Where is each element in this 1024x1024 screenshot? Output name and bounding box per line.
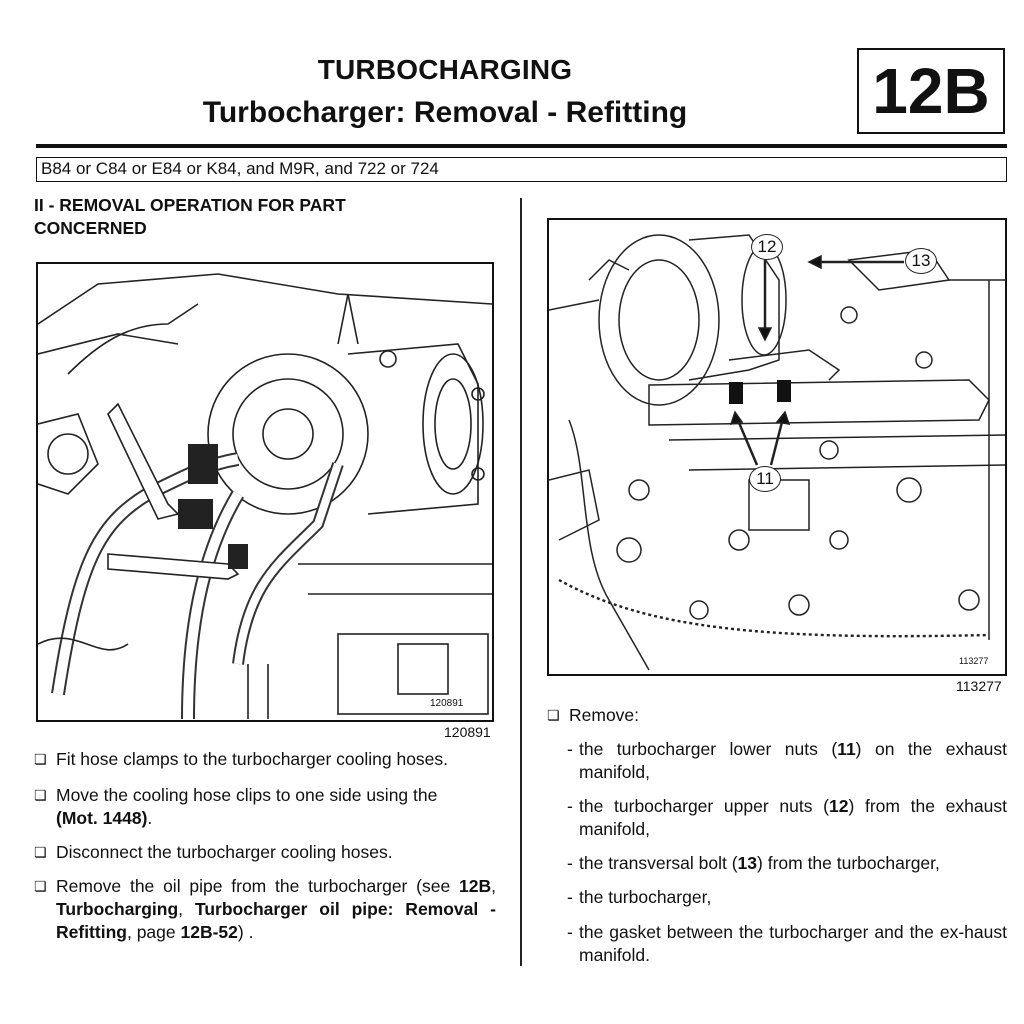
item-text-end: ) on the exhaust manifold, <box>579 739 1007 782</box>
figure-inner-ref: 120891 <box>430 698 464 709</box>
checkbox-icon: ❏ <box>34 751 47 767</box>
remove-label: Remove: <box>569 705 640 725</box>
figure-turbo-nuts <box>547 218 1007 676</box>
section-code: 12B <box>872 55 990 127</box>
step-text-end: . <box>147 808 153 828</box>
figure-caption-ref: 113277 <box>956 678 1002 694</box>
cross-ref-section[interactable]: 12B <box>459 876 492 896</box>
step-text: Fit hose clamps to the turbocharger cooling hoses. <box>56 749 449 769</box>
figure-caption-ref: 120891 <box>444 724 491 740</box>
item-text: the gasket between the turbocharger and the ex-haust manifold. <box>579 922 1007 965</box>
callout-12: 12 <box>751 234 783 260</box>
step-move-hose-clips <box>34 784 496 830</box>
section-heading-line1: II - REMOVAL OPERATION FOR PART <box>34 195 346 215</box>
remove-item-turbocharger <box>567 886 1007 909</box>
turbo-mounting-illustration <box>549 220 1005 674</box>
dash-marker: - <box>567 796 573 816</box>
step-remove-oil-pipe <box>34 875 496 944</box>
item-ref-number: 13 <box>737 853 758 873</box>
checkbox-icon: ❏ <box>34 787 47 803</box>
sep: , <box>178 899 195 919</box>
remove-item-upper-nuts <box>567 795 1007 841</box>
column-divider <box>520 198 522 966</box>
figure-cooling-hoses <box>36 262 494 722</box>
checkbox-icon: ❏ <box>34 878 47 894</box>
item-ref-number: 12 <box>828 796 849 816</box>
header-rule <box>36 144 1007 148</box>
cross-ref-procedure[interactable]: Turbocharger oil pipe: Removal - Refitting <box>56 899 496 942</box>
step-text: Disconnect the turbocharger cooling hoses. <box>56 842 393 862</box>
checkbox-icon: ❏ <box>34 844 47 860</box>
section-code-box <box>857 48 1005 134</box>
step-text: , page <box>126 922 181 942</box>
dash-marker: - <box>567 739 573 759</box>
page-title: TURBOCHARGING <box>317 54 573 85</box>
section-heading-line2: CONCERNED <box>34 218 147 238</box>
callout-13: 13 <box>905 248 937 274</box>
section-heading <box>34 194 474 240</box>
step-fit-hose-clamps <box>34 748 496 771</box>
checkbox-icon: ❏ <box>547 707 560 723</box>
remove-item-lower-nuts <box>567 738 1007 784</box>
item-text: the transversal bolt ( <box>579 853 738 873</box>
dash-marker: - <box>567 922 573 942</box>
remove-heading <box>547 704 1007 727</box>
figure-inner-ref: 113277 <box>959 656 989 666</box>
cross-ref-chapter[interactable]: Turbocharging <box>56 899 179 919</box>
item-ref-number: 11 <box>837 739 856 759</box>
item-text: the turbocharger lower nuts ( <box>579 739 838 759</box>
applicability-bar <box>36 157 1007 182</box>
step-text: Move the cooling hose clips to one side using the <box>56 785 438 805</box>
remove-item-transversal-bolt <box>567 852 1007 875</box>
applicability-text: B84 or C84 or E84 or K84, and M9R, and 722 or 724 <box>41 159 439 178</box>
item-text: the turbocharger, <box>579 887 712 907</box>
step-text: Remove the oil pipe from the turbocharger (see <box>56 876 460 896</box>
tool-reference: (Mot. 1448) <box>56 808 148 828</box>
dash-marker: - <box>567 887 573 907</box>
remove-item-gasket <box>567 921 1007 967</box>
sep: , <box>491 876 496 896</box>
item-text-end: ) from the turbocharger, <box>757 853 940 873</box>
cross-ref-page[interactable]: 12B-52 <box>180 922 238 942</box>
step-disconnect-hoses <box>34 841 496 864</box>
item-text-end: ) from the exhaust manifold, <box>579 796 1007 839</box>
dash-marker: - <box>567 853 573 873</box>
step-text-end: ) . <box>237 922 254 942</box>
page-subtitle: Turbocharger: Removal - Refitting <box>202 96 688 129</box>
turbo-cooling-hose-illustration <box>38 264 492 720</box>
item-text: the turbocharger upper nuts ( <box>579 796 829 816</box>
callout-11: 11 <box>749 466 781 492</box>
